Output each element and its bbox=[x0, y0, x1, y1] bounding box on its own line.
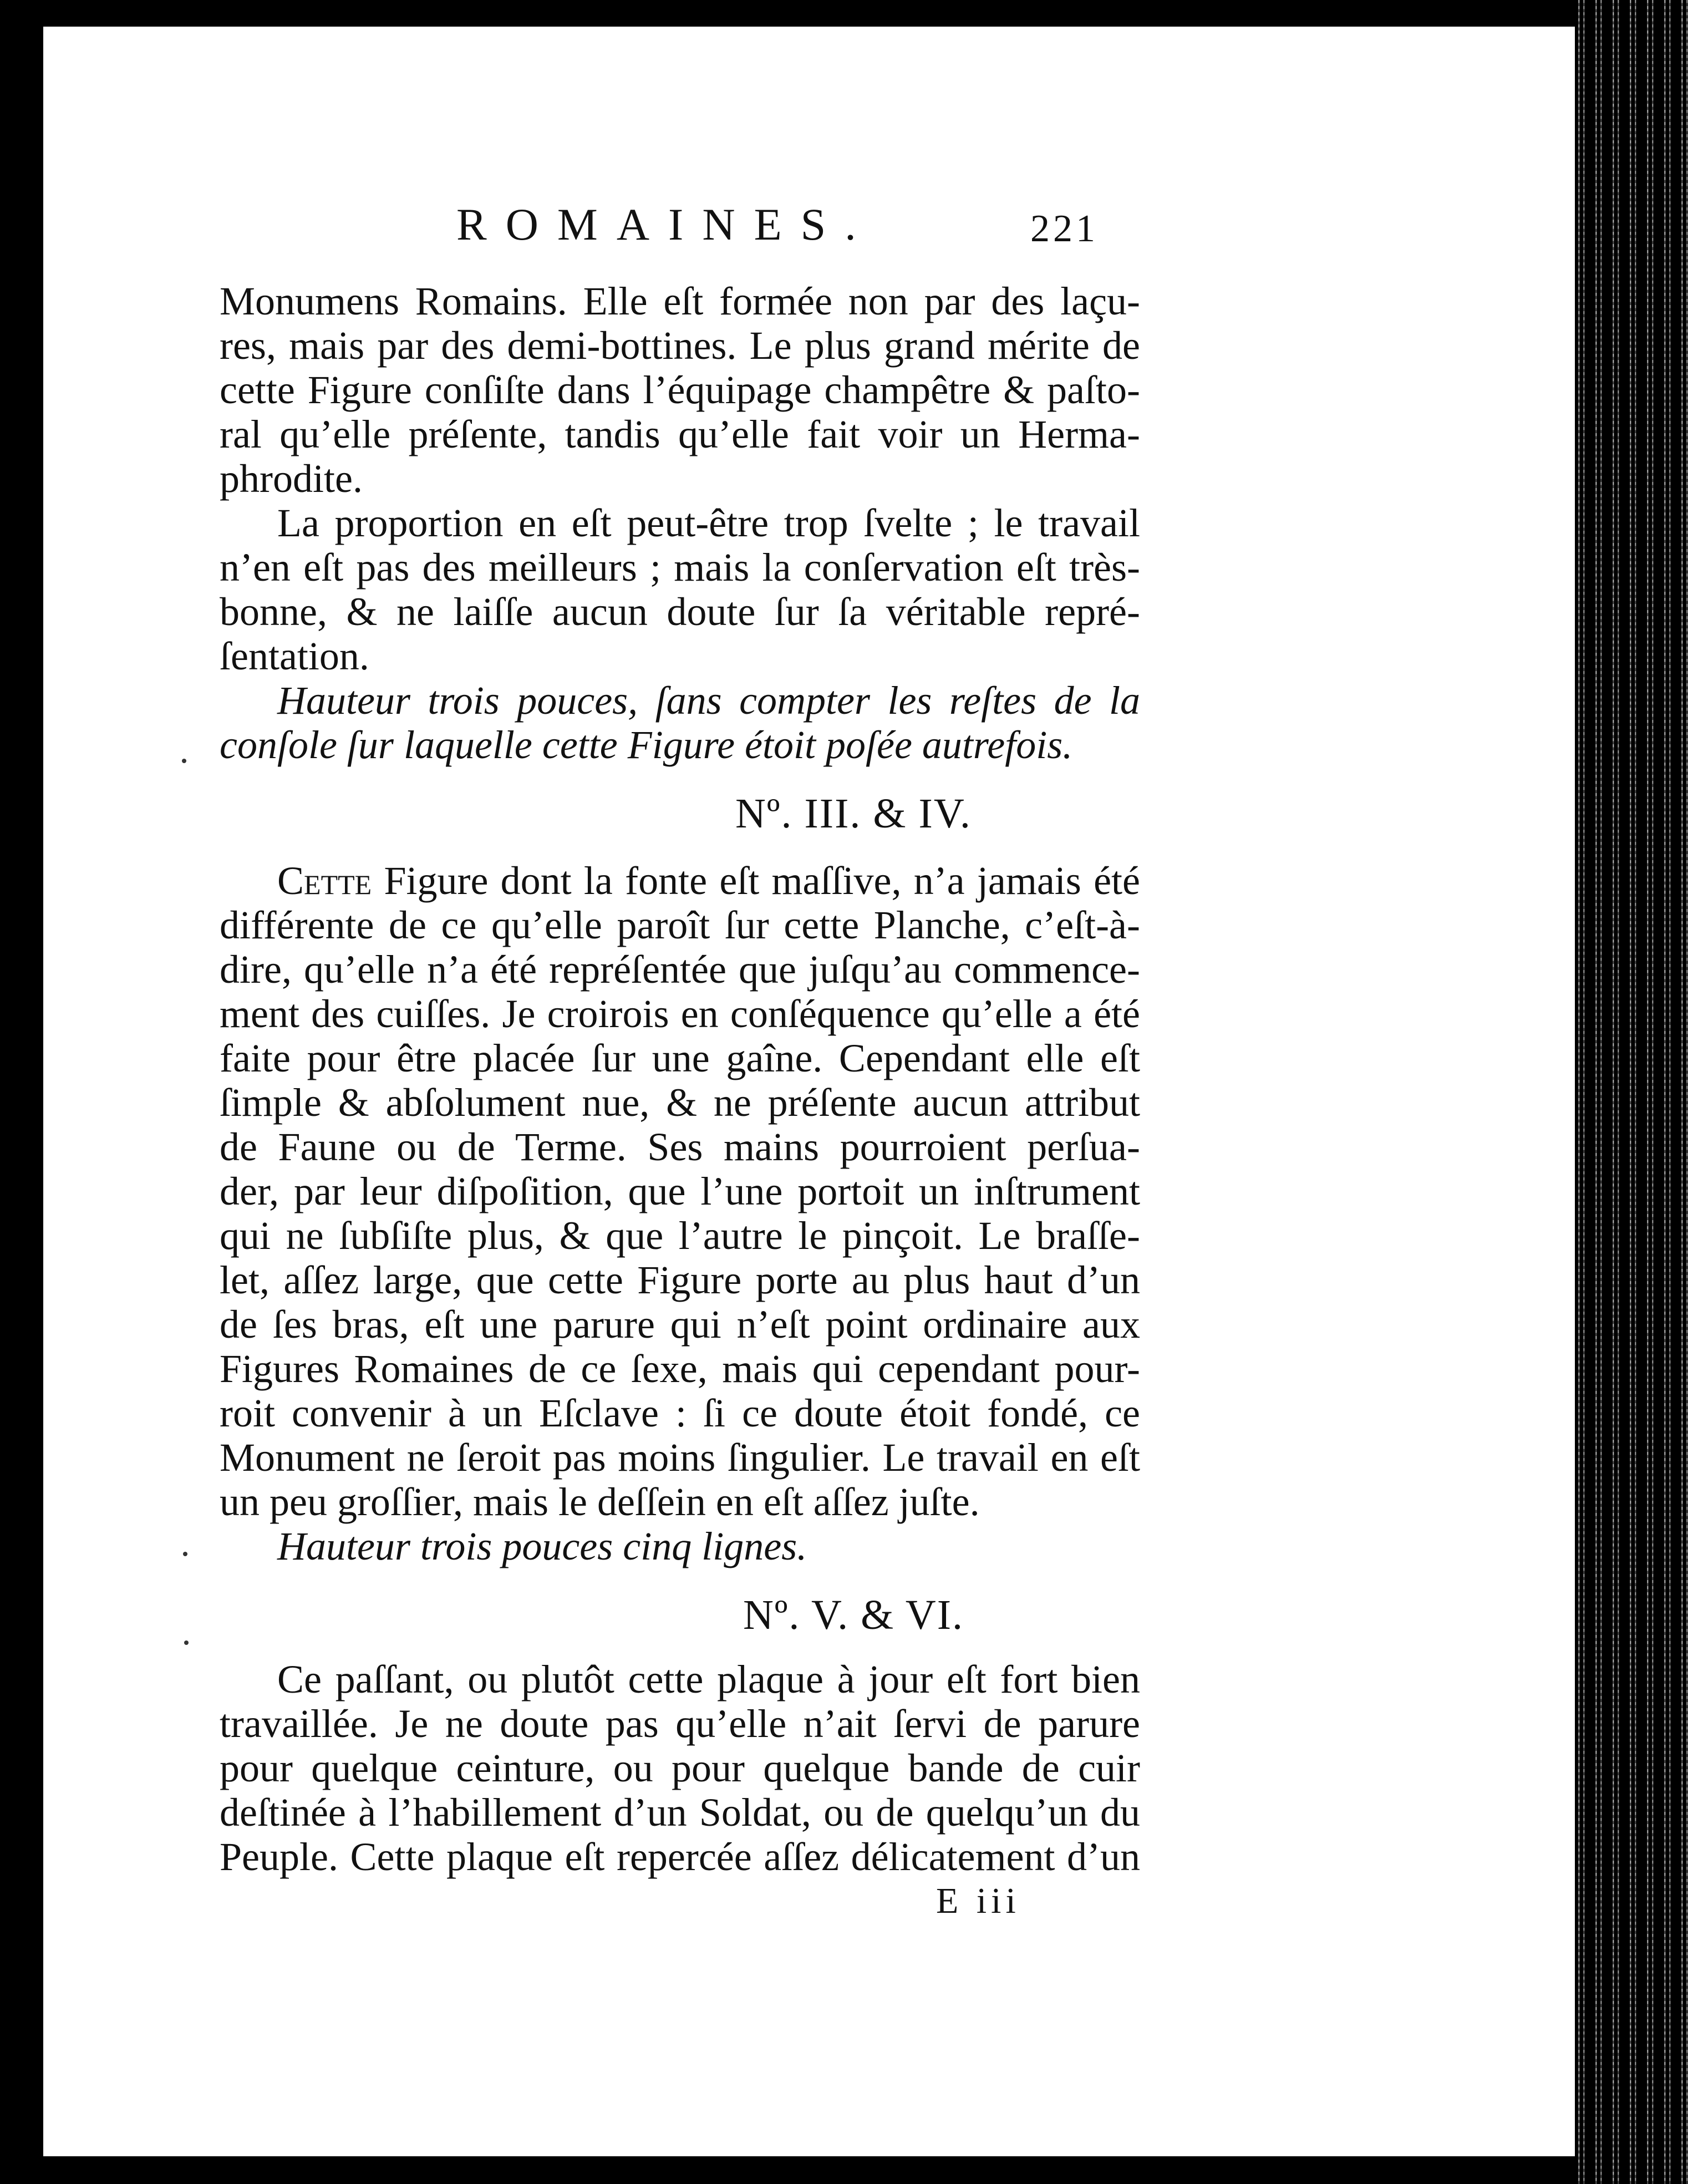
text-line: let, aſſez large, que cette Figure porte au plus haut d’un bbox=[220, 1258, 1140, 1302]
running-head bbox=[43, 194, 1575, 255]
scan-speck bbox=[184, 1640, 189, 1645]
text-line: cette Figure conſiſte dans l’équipage champêtre & paſto- bbox=[220, 368, 1140, 412]
text-line: La proportion en eſt peut-être trop ſvelte ; le travail bbox=[277, 501, 1140, 545]
text-line: der, par leur diſpoſition, que l’une portoit un inſtrument bbox=[220, 1169, 1140, 1213]
text-line: pour quelque ceinture, ou pour quelque bande de cuir bbox=[220, 1746, 1140, 1790]
text-line: qui ne ſubſiſte plus, & que l’autre le pinçoit. Le braſſe- bbox=[220, 1213, 1140, 1258]
text-line: bonne, & ne laiſſe aucun doute ſur ſa véritable repré- bbox=[220, 590, 1140, 634]
text-line: ment des cuiſſes. Je croirois en conſéquence qu’elle a été bbox=[220, 992, 1140, 1036]
text-line: ſentation. bbox=[220, 634, 369, 678]
page-content bbox=[43, 27, 1575, 2156]
text-line: Monumens Romains. Elle eſt formée non par des laçu- bbox=[220, 279, 1140, 323]
text-line-rest: Figure dont la fonte eſt maſſive, n’a jamais été bbox=[372, 859, 1140, 903]
measurement-line: Hauteur trois pouces cinq lignes. bbox=[277, 1524, 807, 1568]
text-line: Peuple. Cette plaque eſt repercée aſſez délicatement d’un bbox=[220, 1835, 1140, 1879]
text-line: dire, qu’elle n’a été repréſentée que juſqu’au commence- bbox=[220, 947, 1140, 992]
text-line: Monument ne ſeroit pas moins ſingulier. Le travail en eſt bbox=[220, 1435, 1140, 1480]
signature-mark: E iii bbox=[936, 1881, 1020, 1921]
text-line: de ſes bras, eſt une parure qui n’eſt point ordinaire aux bbox=[220, 1302, 1140, 1347]
measurement-line: conſole ſur laquelle cette Figure étoit poſée autrefois. bbox=[220, 723, 1073, 767]
text-line bbox=[277, 859, 1140, 903]
section-heading: Nº. V. & VI. bbox=[743, 1592, 964, 1638]
text-line: ſimple & abſolument nue, & ne préſente aucun attribut bbox=[220, 1080, 1140, 1125]
text-line: roit convenir à un Eſclave : ſi ce doute étoit fondé, ce bbox=[220, 1391, 1140, 1435]
text-line: phrodite. bbox=[220, 456, 363, 501]
text-line: un peu groſſier, mais le deſſein en eſt aſſez juſte. bbox=[220, 1480, 980, 1524]
text-line: ral qu’elle préſente, tandis qu’elle fait voir un Herma- bbox=[220, 412, 1140, 456]
text-line: n’en eſt pas des meilleurs ; mais la conſervation eſt très- bbox=[220, 545, 1140, 590]
scan-speck bbox=[183, 1552, 187, 1556]
lead-word: Cette bbox=[277, 859, 372, 903]
scan-speck bbox=[182, 759, 186, 763]
book-edge-texture bbox=[1575, 0, 1688, 2184]
text-line: res, mais par des demi-bottines. Le plus grand mérite de bbox=[220, 323, 1140, 368]
text-line: deſtinée à l’habillement d’un Soldat, ou de quelqu’un du bbox=[220, 1790, 1140, 1835]
text-line: différente de ce qu’elle paroît ſur cette Planche, c’eſt-à- bbox=[220, 903, 1140, 947]
section-heading: Nº. III. & IV. bbox=[735, 790, 972, 837]
book-page bbox=[43, 27, 1575, 2156]
running-title: ROMAINES. bbox=[456, 199, 875, 250]
text-line: Ce paſſant, ou plutôt cette plaque à jour eſt fort bien bbox=[277, 1657, 1140, 1702]
text-line: Figures Romaines de ce ſexe, mais qui cependant pour- bbox=[220, 1347, 1140, 1391]
text-line: travaillée. Je ne doute pas qu’elle n’ait ſervi de parure bbox=[220, 1702, 1140, 1746]
measurement-line: Hauteur trois pouces, ſans compter les reſtes de la bbox=[277, 678, 1140, 723]
text-line: de Faune ou de Terme. Ses mains pourroient perſua- bbox=[220, 1125, 1140, 1169]
page-number: 221 bbox=[1030, 207, 1099, 250]
text-line: faite pour être placée ſur une gaîne. Cependant elle eſt bbox=[220, 1036, 1140, 1080]
